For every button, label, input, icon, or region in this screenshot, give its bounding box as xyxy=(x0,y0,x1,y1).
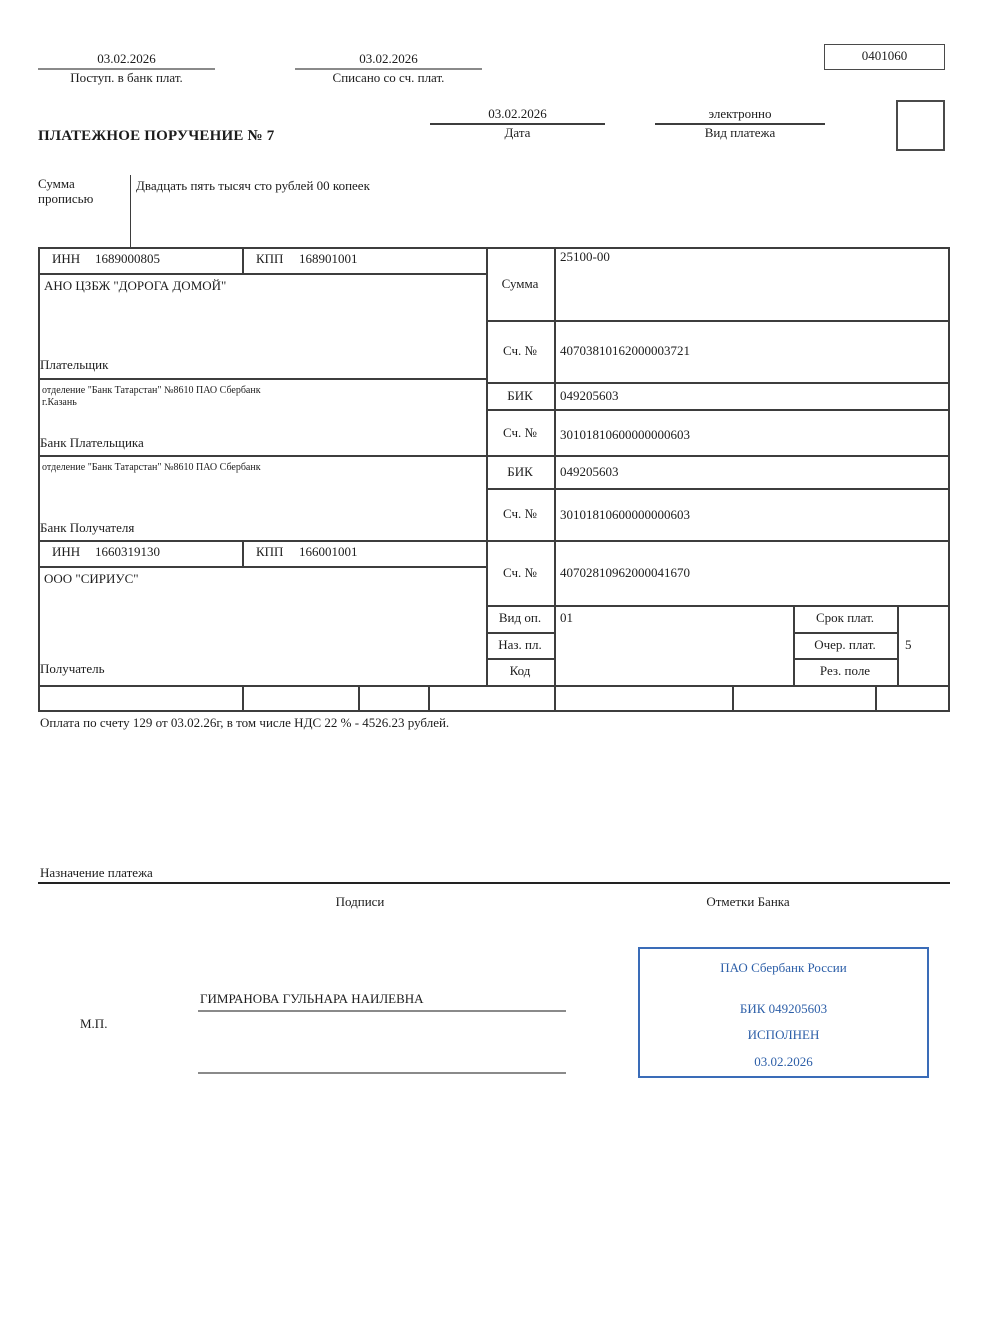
payer-bank-name-line1: отделение "Банк Татарстан" №8610 ПАО Сбербанк xyxy=(42,385,261,396)
received-in-bank-label: Поступ. в банк плат. xyxy=(70,70,183,85)
priority-label: Очер. плат. xyxy=(814,637,876,652)
payer-account-value: 40703810162000003721 xyxy=(560,343,690,358)
payer-bank-name-line2: г.Казань xyxy=(42,397,77,408)
beneficiary-name: ООО "СИРИУС" xyxy=(44,571,139,586)
table-line xyxy=(38,455,950,457)
bank-marks-label: Отметки Банка xyxy=(706,894,790,909)
table-line xyxy=(428,685,430,710)
table-line xyxy=(793,658,899,660)
beneficiary-account-label: Сч. № xyxy=(503,565,537,580)
purpose-label: Назначение платежа xyxy=(40,865,153,880)
table-line xyxy=(38,273,486,275)
table-line xyxy=(486,632,554,634)
beneficiary-bank-bik-label: БИК xyxy=(507,464,533,479)
beneficiary-inn-value: 1660319130 xyxy=(95,544,160,559)
table-line xyxy=(554,247,556,685)
bank-stamp-date: 03.02.2026 xyxy=(754,1054,813,1069)
table-line xyxy=(897,605,899,685)
table-line xyxy=(38,378,486,380)
payer-account-label: Сч. № xyxy=(503,343,537,358)
table-line xyxy=(38,540,950,542)
beneficiary-bank-name: отделение "Банк Татарстан" №8610 ПАО Сбербанк xyxy=(42,462,261,473)
op-kind-value: 01 xyxy=(560,610,573,625)
payer-kpp-value: 168901001 xyxy=(299,251,358,266)
signature-line xyxy=(198,1072,566,1074)
payer-name: АНО ЦЗБЖ "ДОРОГА ДОМОЙ" xyxy=(44,278,227,293)
payer-inn-value: 1689000805 xyxy=(95,251,160,266)
debited-date: 03.02.2026 xyxy=(359,51,418,66)
payer-bank-label: Банк Плательщика xyxy=(40,435,144,450)
signer-name: ГИМРАНОВА ГУЛЬНАРА НАИЛЕВНА xyxy=(200,991,424,1006)
reserve-field-label: Рез. поле xyxy=(819,663,871,678)
seal-place-label: М.П. xyxy=(80,1016,108,1031)
beneficiary-kpp-value: 166001001 xyxy=(299,544,358,559)
form-code: 0401060 xyxy=(861,48,908,63)
table-line xyxy=(242,247,244,275)
divider xyxy=(38,882,950,884)
payer-bank-name xyxy=(42,385,472,409)
table-line xyxy=(242,540,244,568)
signatures-label: Подписи xyxy=(335,894,385,909)
amount-cell-label: Сумма xyxy=(501,276,539,291)
payment-kind-label: Вид платежа xyxy=(704,125,776,140)
table-line xyxy=(793,632,899,634)
beneficiary-bank-corr-label: Сч. № xyxy=(503,506,537,521)
payer-kpp-label: КПП xyxy=(256,251,284,266)
purpose-code-label: Наз. пл. xyxy=(498,637,542,652)
table-line xyxy=(38,247,40,712)
priority-value: 5 xyxy=(905,637,912,652)
beneficiary-bank-corr-value: 30101810600000000603 xyxy=(560,507,690,522)
form-code-box xyxy=(824,44,945,70)
amount-words-value: Двадцать пять тысяч сто рублей 00 копеек xyxy=(136,178,370,193)
purpose-text: Оплата по счету 129 от 03.02.26г, в том числе НДС 22 % - 4526.23 рублей. xyxy=(40,715,450,730)
beneficiary-bank-label: Банк Получателя xyxy=(40,520,135,535)
code-label: Код xyxy=(509,663,531,678)
bank-stamp-bank-name: ПАО Сбербанк России xyxy=(720,960,847,975)
beneficiary-bank-bik-value: 049205603 xyxy=(560,464,619,479)
divider xyxy=(130,175,131,247)
status-checkbox xyxy=(896,100,945,151)
table-line xyxy=(948,247,950,712)
op-kind-label: Вид оп. xyxy=(498,610,542,625)
table-line xyxy=(242,685,244,710)
beneficiary-account-value: 40702810962000041670 xyxy=(560,565,690,580)
due-date-label: Срок плат. xyxy=(815,610,875,625)
debited-label: Списано со сч. плат. xyxy=(332,70,445,85)
table-line xyxy=(554,685,556,710)
payment-kind-value: электронно xyxy=(708,106,772,121)
bank-stamp xyxy=(638,947,929,1078)
bank-stamp-bik: БИК 049205603 xyxy=(739,1001,828,1016)
signature-line xyxy=(198,1010,566,1012)
beneficiary-label: Получатель xyxy=(40,661,105,676)
payer-bank-bik-label: БИК xyxy=(507,388,533,403)
table-line xyxy=(38,710,950,712)
payer-label: Плательщик xyxy=(40,357,109,372)
amount-value: 25100-00 xyxy=(560,249,610,264)
table-line xyxy=(38,247,950,249)
table-line xyxy=(732,685,734,710)
beneficiary-kpp-label: КПП xyxy=(256,544,284,559)
received-in-bank-date: 03.02.2026 xyxy=(97,51,156,66)
table-line xyxy=(486,658,554,660)
bank-stamp-status: ИСПОЛНЕН xyxy=(747,1027,820,1042)
table-line xyxy=(38,685,950,687)
payer-bank-corr-value: 30101810600000000603 xyxy=(560,427,690,442)
table-line xyxy=(38,566,486,568)
beneficiary-inn-label: ИНН xyxy=(52,544,81,559)
payer-bank-corr-label: Сч. № xyxy=(503,425,537,440)
document-title: ПЛАТЕЖНОЕ ПОРУЧЕНИЕ № 7 xyxy=(38,128,275,144)
amount-words-label: Сумма прописью xyxy=(38,176,94,206)
payer-bank-bik-value: 049205603 xyxy=(560,388,619,403)
document-date: 03.02.2026 xyxy=(488,106,547,121)
payer-inn-label: ИНН xyxy=(52,251,81,266)
table-line xyxy=(875,685,877,710)
table-line xyxy=(358,685,360,710)
document-date-label: Дата xyxy=(504,125,531,140)
